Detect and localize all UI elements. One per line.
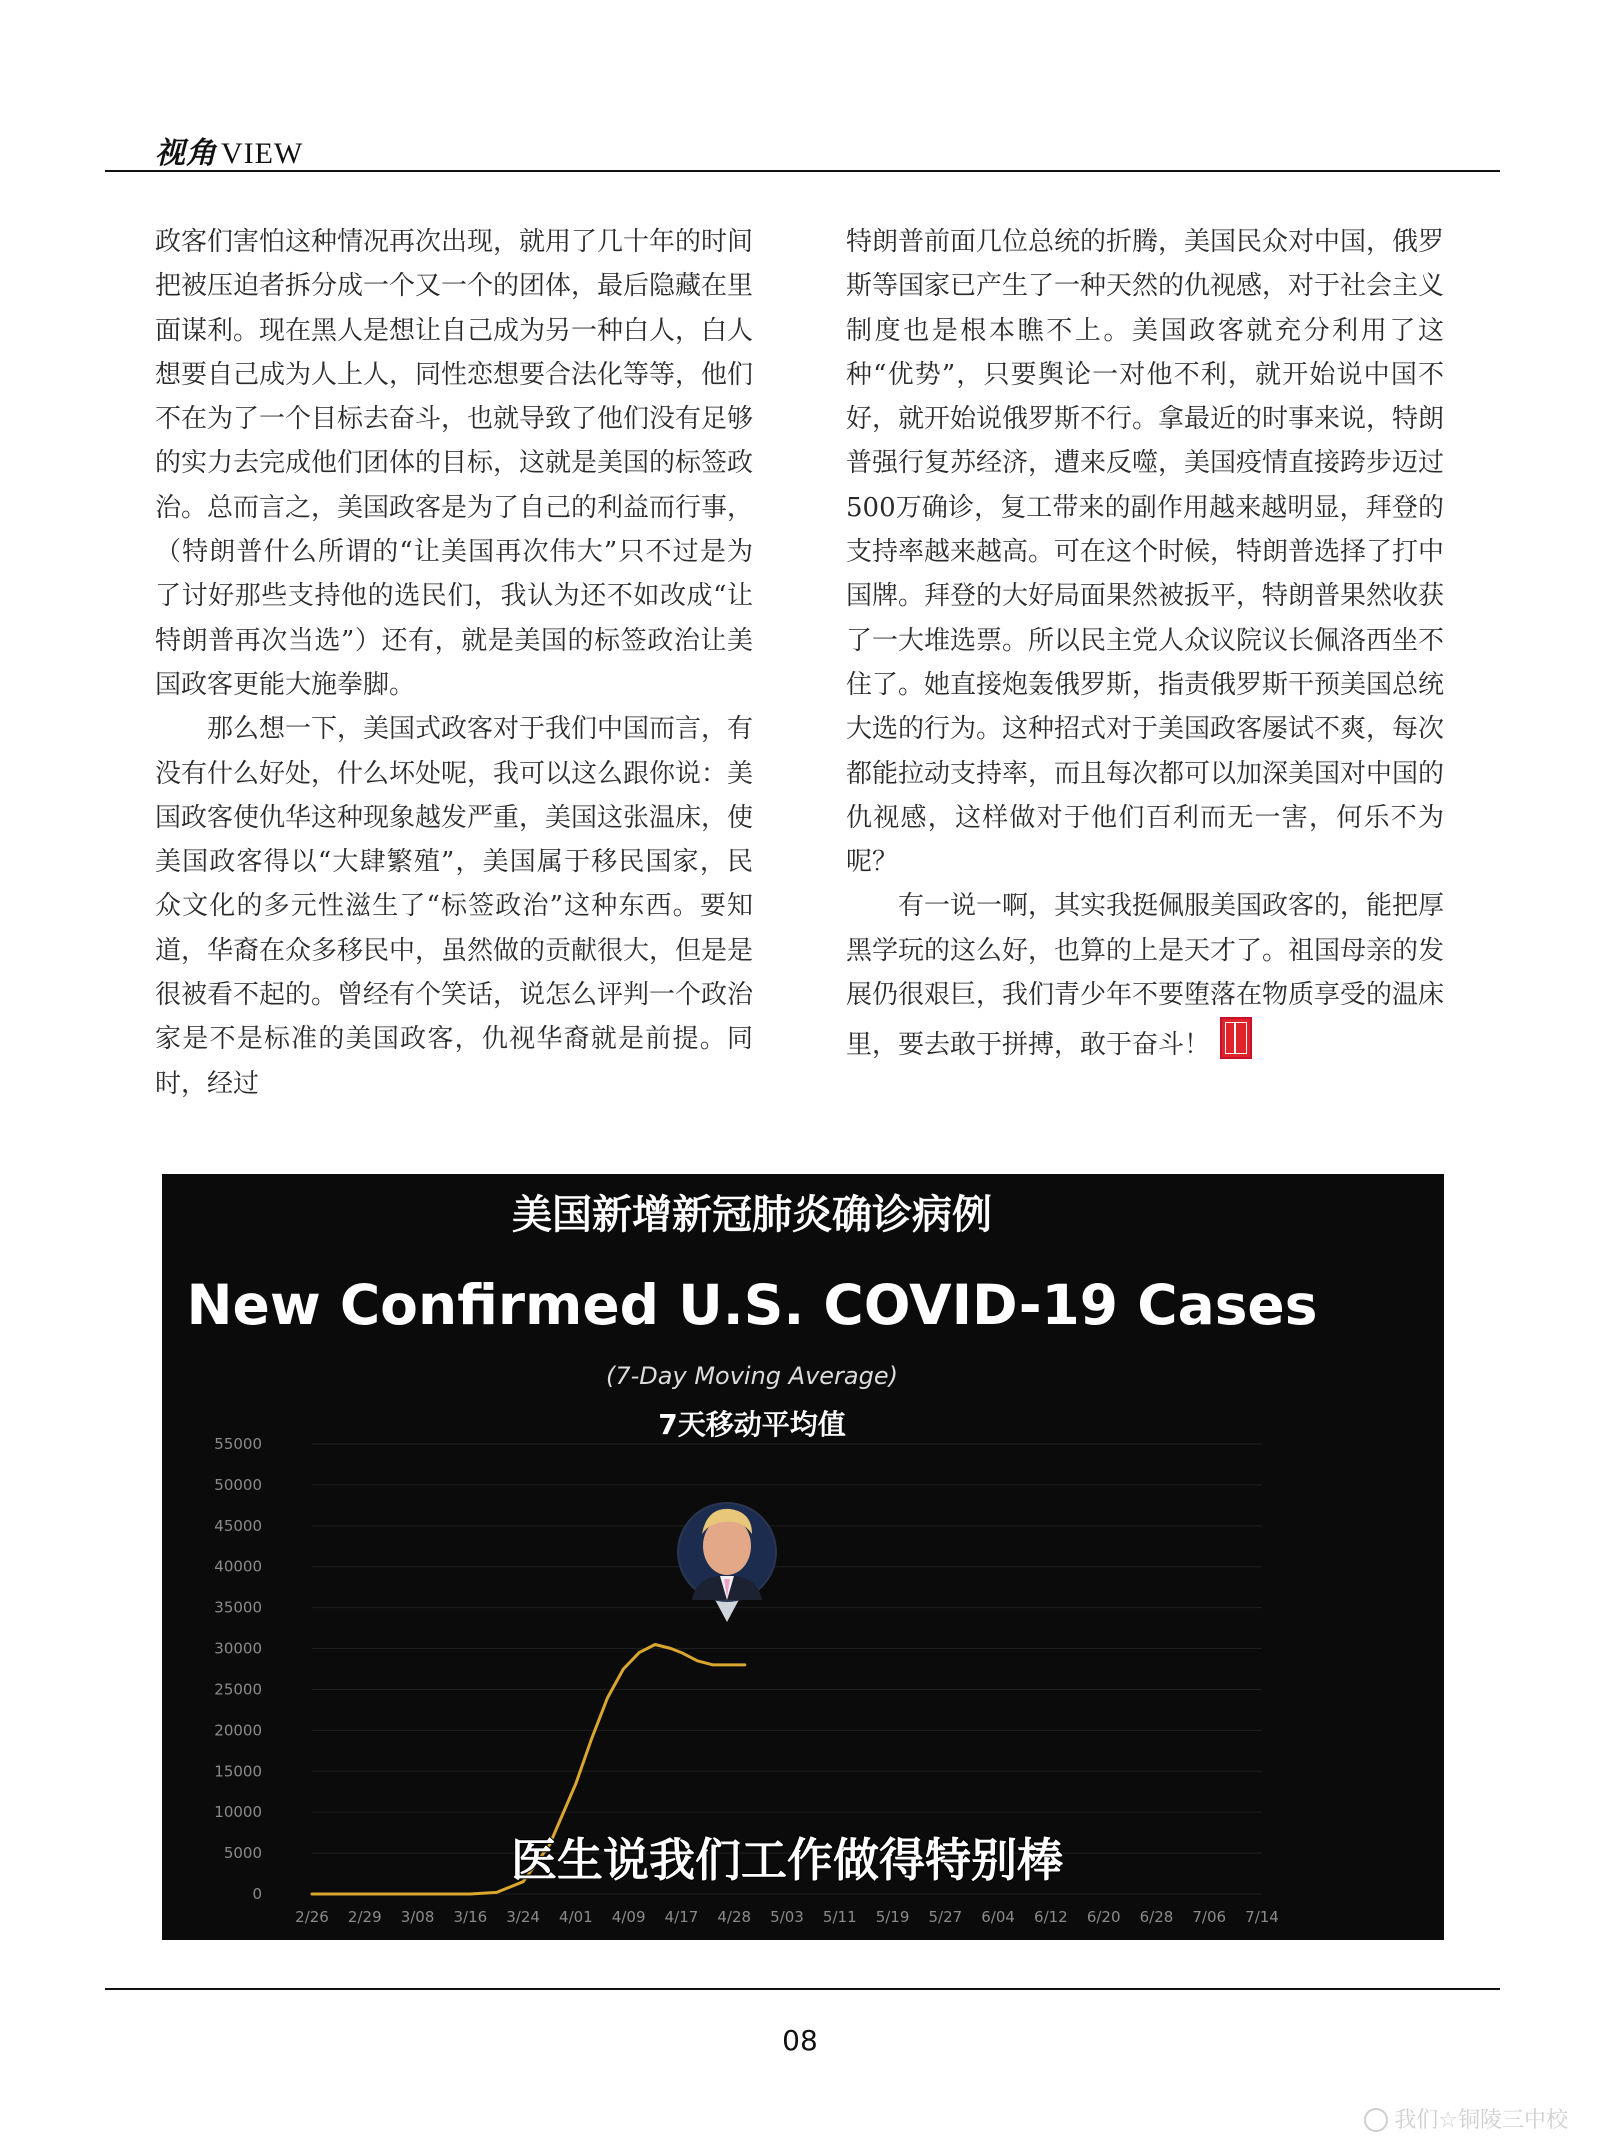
y-tick-label: 0 xyxy=(252,1885,262,1903)
red-seal-stamp-icon xyxy=(1220,1017,1252,1059)
x-tick-label: 7/14 xyxy=(1245,1908,1279,1926)
y-tick-label: 50000 xyxy=(214,1475,262,1494)
paragraph: 那么想一下，美国式政客对于我们中国而言，有没有什么好处，什么坏处呢，我可以这么跟你说：美国政客使仇华这种现象越发严重，美国这张温床，使美国政客得以“大肆繁殖”，美国属于移民国家，民众文化的多元性滋生了“标签政治”这种东西。要知道，华裔在众多移民中，虽然做的贡献很大，但是是很被看不起的。曾经有个笑话，说怎么评判一个政治家是不是标准的美国政客，仇视华裔就是前提。同时，经过 xyxy=(155,714,754,1099)
y-tick-label: 15000 xyxy=(214,1762,262,1781)
video-caption: 医生说我们工作做得特别棒 xyxy=(511,1833,1063,1887)
paragraph-final xyxy=(846,884,1444,1067)
x-tick-label: 4/01 xyxy=(559,1908,593,1926)
x-tick-label: 6/12 xyxy=(1034,1908,1068,1926)
y-tick-label: 45000 xyxy=(214,1516,262,1535)
x-tick-label: 4/17 xyxy=(664,1908,699,1926)
x-tick-label: 5/19 xyxy=(875,1908,910,1926)
x-tick-label: 5/27 xyxy=(928,1908,963,1926)
x-tick-label: 6/04 xyxy=(981,1908,1015,1926)
y-tick-label: 55000 xyxy=(214,1435,262,1453)
chart-subtitle: (7-Day Moving Average) xyxy=(606,1362,898,1390)
x-tick-label: 4/09 xyxy=(611,1908,646,1926)
watermark-text: 我们☆铜陵三中校 xyxy=(1394,2108,1568,2133)
x-tick-label: 3/24 xyxy=(506,1908,540,1926)
chart-video-frame xyxy=(162,1174,1444,1940)
page-number: 08 xyxy=(782,2024,818,2057)
y-tick-label: 5000 xyxy=(223,1844,262,1863)
x-tick-label: 7/06 xyxy=(1192,1908,1227,1926)
paragraph: 特朗普前面几位总统的折腾，美国民众对中国，俄罗斯等国家已产生了一种天然的仇视感，对于社会主义制度也是根本瞧不上。美国政客就充分利用了这种“优势”，只要舆论一对他不利，就开始说中国不好，就开始说俄罗斯不行。拿最近的时事来说，特朗普强行复苏经济，遭来反噬，美国疫情直接跨步迈过500万确诊，复工带来的副作用越来越明显，拜登的支持率越来越高。可在这个时候，特朗普选择了打中国牌。拜登的大好局面果然被扳平，特朗普果然收获了一大堆选票。所以民主党人众议院议长佩洛西坐不住了。她直接炮轰俄罗斯，指责俄罗斯干预美国总统大选的行为。这种招式对于美国政客屡试不爽，每次都能拉动支持率，而且每次都可以加深美国对中国的仇视感，这样做对于他们百利而无一害，何乐不为呢？ xyxy=(846,227,1445,878)
section-title-cn: 视角 xyxy=(155,137,217,170)
x-tick-label: 6/20 xyxy=(1086,1908,1121,1926)
footer-rule xyxy=(105,1988,1500,1990)
x-tick-label: 6/28 xyxy=(1139,1908,1174,1926)
x-tick-label: 4/28 xyxy=(717,1908,752,1926)
header-rule xyxy=(105,170,1500,172)
paragraph: 政客们害怕这种情况再次出现，就用了几十年的时间把被压迫者拆分成一个又一个的团体，最后隐藏在里面谋利。现在黑人是想让自己成为另一种白人，白人想要自己成为人上人，同性恋想要合法化等等，他们不在为了一个目标去奋斗，也就导致了他们没有足够的实力去完成他们团体的目标，这就是美国的标签政治。总而言之，美国政客是为了自己的利益而行事，（特朗普什么所谓的“让美国再次伟大”只不过是为了讨好那些支持他的选民们，我认为还不如改成“让特朗普再次当选”）还有，就是美国的标签政治让美国政客更能大施拳脚。 xyxy=(155,227,754,700)
x-tick-label: 3/16 xyxy=(453,1908,488,1926)
section-title xyxy=(155,128,303,172)
y-tick-label: 40000 xyxy=(214,1557,262,1576)
y-tick-label: 20000 xyxy=(214,1721,262,1740)
x-tick-label: 2/29 xyxy=(347,1908,382,1926)
page-header xyxy=(105,128,1500,172)
y-tick-label: 30000 xyxy=(214,1639,262,1658)
covid-cases-chart xyxy=(162,1174,1444,1940)
article-column-right xyxy=(846,220,1444,1068)
paragraph-final-text: 有一说一啊，其实我挺佩服美国政客的，能把厚黑学玩的这么好，也算的上是天才了。祖国母亲的发展仍很艰巨，我们青少年不要堕落在物质享受的温床里，要去敢于拼搏，敢于奋斗！ xyxy=(846,891,1445,1061)
x-tick-label: 2/26 xyxy=(295,1908,329,1926)
x-tick-label: 5/11 xyxy=(822,1908,857,1926)
watermark-logo-icon xyxy=(1364,2108,1388,2132)
watermark xyxy=(1364,2103,1568,2134)
x-tick-label: 5/03 xyxy=(770,1908,804,1926)
x-tick-label: 3/08 xyxy=(400,1908,435,1926)
chart-title: New Confirmed U.S. COVID-19 Cases xyxy=(186,1273,1318,1337)
chart-title-cn: 美国新增新冠肺炎确诊病例 xyxy=(512,1192,992,1238)
article-column-left xyxy=(155,220,753,1106)
y-tick-label: 35000 xyxy=(214,1598,262,1617)
presenter-portrait-icon xyxy=(677,1502,777,1622)
chart-subtitle-cn: 7天移动平均值 xyxy=(658,1408,846,1441)
y-tick-label: 10000 xyxy=(214,1803,262,1822)
y-tick-label: 25000 xyxy=(214,1680,262,1699)
section-title-en: VIEW xyxy=(221,137,304,170)
